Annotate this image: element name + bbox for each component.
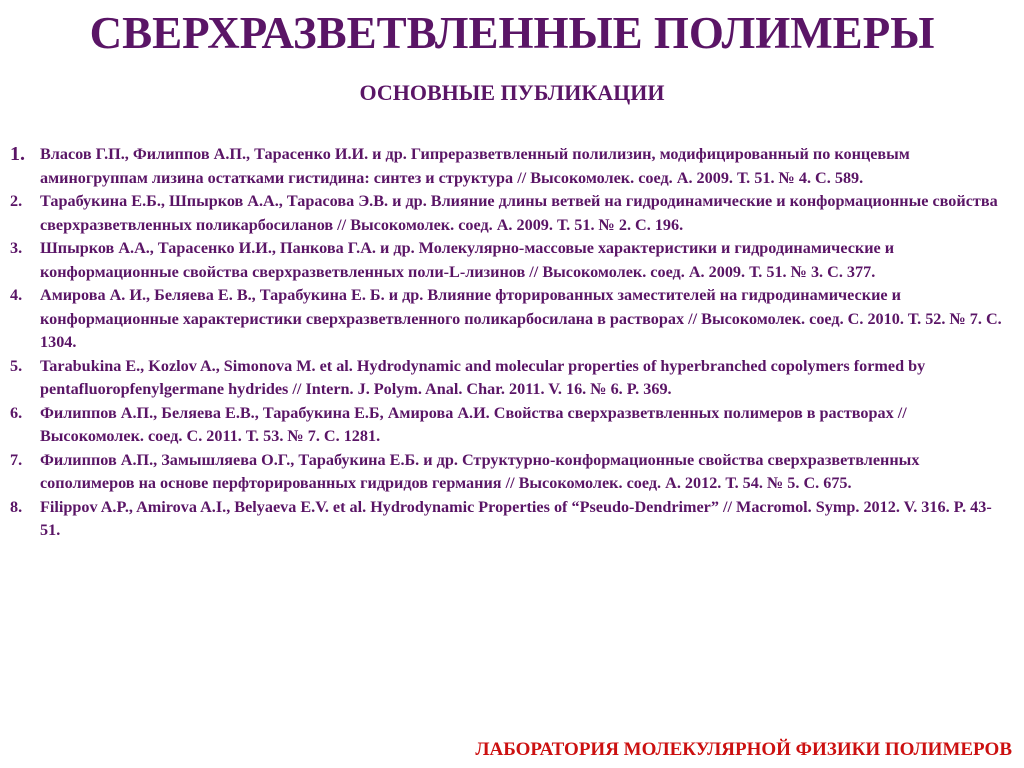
- list-item: [10, 284, 1010, 355]
- list-item-number: 6.: [10, 403, 23, 422]
- list-item-text: Филиппов А.П., Замышляева О.Г., Тарабукина Е.Б. и др. Структурно-конформационные свойства сверхразветвленных сополимеров на основе перфторированных гидридов германия // Высокомолек. соед. А. 2012. Т. 54. № 5. С. 675.: [40, 450, 920, 492]
- reference-list: [10, 143, 1010, 543]
- list-item-text: Власов Г.П., Филиппов А.П., Тарасенко И.И. и др. Гипреразветвленный полилизин, модифицированный по концевым аминогруппам лизина остатками гистидина: синтез и структура // Высокомолек. соед. А. 2009. Т. 51. № 4. С. 589.: [40, 145, 910, 187]
- list-item-text: Филиппов А.П., Беляева Е.В., Тарабукина Е.Б, Амирова А.И. Свойства сверхразветвленных полимеров в растворах // Высокомолек. соед. С. 2011. Т. 53. № 7. С. 1281.: [40, 403, 907, 445]
- list-item-number: 5.: [10, 356, 23, 375]
- list-item-number: 4.: [10, 286, 23, 304]
- list-item: [10, 143, 1010, 190]
- list-item-text: Filippov A.P., Amirova A.I., Belyaeva E.V. et al. Hydrodynamic Properties of “Pseudo-Dendrimer” // Macromol. Symp. 2012. V. 316. P. 43-51.: [40, 497, 992, 539]
- list-item-number: 7.: [10, 450, 23, 469]
- page-subtitle: ОСНОВНЫЕ ПУБЛИКАЦИИ: [359, 80, 665, 105]
- list-item-text: Тарабукина Е.Б., Шпырков А.А., Тарасова Э.В. и др. Влияние длины ветвей на гидродинамические и конформационные свойства сверхразветвленных поликарбосиланов // Высокомолек. соед. А. 2009. Т. 51. № 2. С. 196.: [40, 192, 998, 234]
- page-title: СВЕРХРАЗВЕТВЛЕННЫЕ ПОЛИМЕРЫ: [89, 8, 935, 58]
- list-item-number: 8.: [10, 497, 23, 516]
- list-item-number: 2.: [10, 192, 23, 210]
- list-item-text: Tarabukina E., Kozlov A., Simonova M. et al. Hydrodynamic and molecular properties of hyperbranched copolymers formed by pentafluoropfenylgermane hydrides // Intern. J. Polym. Anal. Char. 2011. V. 16. № 6. P. 369.: [40, 356, 926, 398]
- list-item: [10, 355, 1010, 402]
- list-item: [10, 449, 1010, 496]
- list-item: [10, 496, 1010, 543]
- list-item: [10, 402, 1010, 449]
- list-item-text: Амирова А. И., Беляева Е. В., Тарабукина Е. Б. и др. Влияние фторированных заместителей на гидродинамические и конформационные характеристики сверхразветвленного поликарбосилана в растворах // Высокомолек. соед. С. 2010. Т. 52. № 7. С. 1304.: [40, 286, 1002, 351]
- footer-lab-name: ЛАБОРАТОРИЯ МОЛЕКУЛЯРНОЙ ФИЗИКИ ПОЛИМЕРОВ: [475, 739, 1012, 760]
- list-item: [10, 237, 1010, 284]
- list-item-text: Шпырков А.А., Тарасенко И.И., Панкова Г.А. и др. Молекулярно-массовые характеристики и гидродинамические и конформационные свойства сверхразветвленных поли-L-лизинов // Высокомолек. соед. А. 2009. Т. 51. № 3. С. 377.: [40, 239, 895, 281]
- list-item-number: 3.: [10, 239, 23, 257]
- list-item-number: 1.: [10, 143, 25, 165]
- list-item: [10, 190, 1010, 237]
